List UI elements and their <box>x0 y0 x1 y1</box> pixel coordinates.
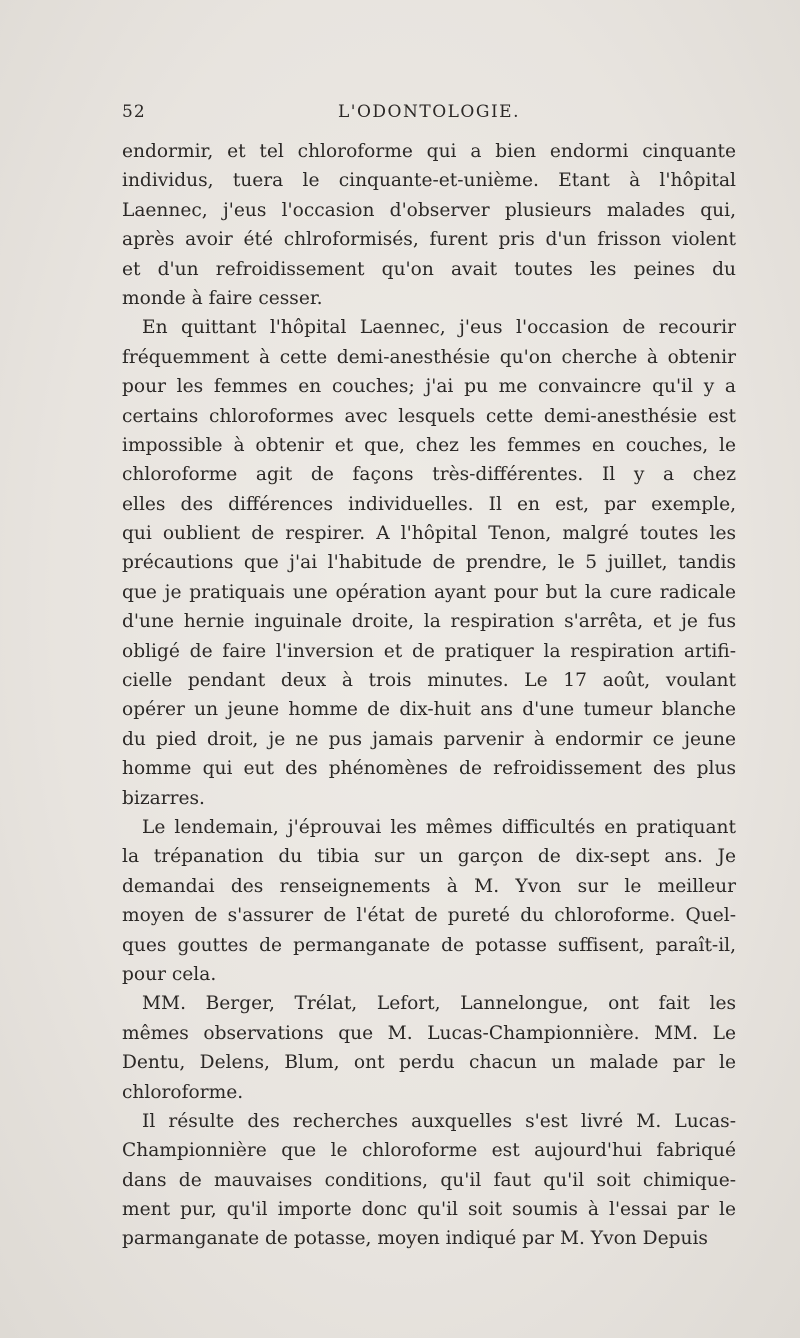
text-line: monde à faire cesser. <box>122 287 323 309</box>
text-line: du pied droit, je ne pus jamais parvenir à endormir ce jeune <box>122 728 736 750</box>
text-line: moyen de s'assurer de l'état de pureté du chloroforme. Quel- <box>122 905 736 927</box>
running-title: L'ODONTOLOGIE. <box>338 102 520 122</box>
text-line: Il résulte des recherches auxquelles s'est livré M. Lucas- <box>142 1110 736 1132</box>
text-line: Championnière que le chloroforme est aujourd'hui fabriqué <box>122 1140 736 1162</box>
text-line: individus, tuera le cinquante-et-unième. Etant à l'hôpital <box>122 170 736 192</box>
paragraph <box>122 137 736 313</box>
text-line: chloroforme. <box>122 1081 244 1103</box>
text-line: mêmes observations que M. Lucas-Championnière. MM. Le <box>122 1022 736 1044</box>
text-line: obligé de faire l'inversion et de pratiquer la respiration artifi- <box>122 640 736 662</box>
text-line: certains chloroformes avec lesquels cette demi-anesthésie est <box>122 405 736 427</box>
paragraph <box>122 813 736 989</box>
paragraph <box>122 313 736 813</box>
text-line: après avoir été chlroformisés, furent pris d'un frisson violent <box>122 229 736 251</box>
text-line: En quittant l'hôpital Laennec, j'eus l'occasion de recourir <box>142 317 736 339</box>
text-line: dans de mauvaises conditions, qu'il faut qu'il soit chimique- <box>122 1169 736 1191</box>
text-line: Dentu, Delens, Blum, ont perdu chacun un malade par le <box>122 1052 736 1074</box>
text-line: impossible à obtenir et que, chez les femmes en couches, le <box>122 434 736 456</box>
text-line: endormir, et tel chloroforme qui a bien endormi cinquante <box>122 141 736 162</box>
text-line: fréquemment à cette demi-anesthésie qu'on cherche à obtenir <box>122 346 736 368</box>
text-line: que je pratiquais une opération ayant pour but la cure radicale <box>122 581 736 603</box>
body-text <box>122 137 736 1254</box>
text-line: Le lendemain, j'éprouvai les mêmes difficultés en pratiquant <box>142 816 736 838</box>
running-head <box>122 102 736 128</box>
text-line: parmanganate de potasse, moyen indiqué par M. Yvon Depuis <box>122 1228 708 1250</box>
text-line: chloroforme agit de façons très-différentes. Il y a chez <box>122 464 736 486</box>
text-line: ques gouttes de permanganate de potasse suffisent, paraît-il, <box>122 934 736 956</box>
text-line: Laennec, j'eus l'occasion d'observer plusieurs malades qui, <box>122 199 736 221</box>
text-line: bizarres. <box>122 787 205 809</box>
text-line: homme qui eut des phénomènes de refroidissement des plus <box>122 758 736 780</box>
text-line: pour les femmes en couches; j'ai pu me convaincre qu'il y a <box>122 376 736 398</box>
text-line: opérer un jeune homme de dix-huit ans d'une tumeur blanche <box>122 699 736 721</box>
paragraph <box>122 1107 736 1254</box>
text-line: elles des différences individuelles. Il en est, par exemple, <box>122 493 736 515</box>
text-line: demandai des renseignements à M. Yvon sur le meilleur <box>122 875 736 897</box>
text-line: MM. Berger, Trélat, Lefort, Lannelongue, ont fait les <box>142 993 736 1015</box>
text-line: précautions que j'ai l'habitude de prendre, le 5 juillet, tandis <box>122 552 736 574</box>
text-line: d'une hernie inguinale droite, la respiration s'arrêta, et je fus <box>122 611 736 633</box>
text-line: ment pur, qu'il importe donc qu'il soit soumis à l'essai par le <box>122 1199 736 1221</box>
page-number: 52 <box>122 102 146 122</box>
text-line: cielle pendant deux à trois minutes. Le 17 août, voulant <box>122 670 736 692</box>
paragraph <box>122 989 736 1107</box>
text-line: la trépanation du tibia sur un garçon de dix-sept ans. Je <box>122 846 736 868</box>
text-line: pour cela. <box>122 963 217 985</box>
text-line: et d'un refroidissement qu'on avait toutes les peines du <box>122 258 736 280</box>
text-line: qui oublient de respirer. A l'hôpital Tenon, malgré toutes les <box>122 523 736 545</box>
